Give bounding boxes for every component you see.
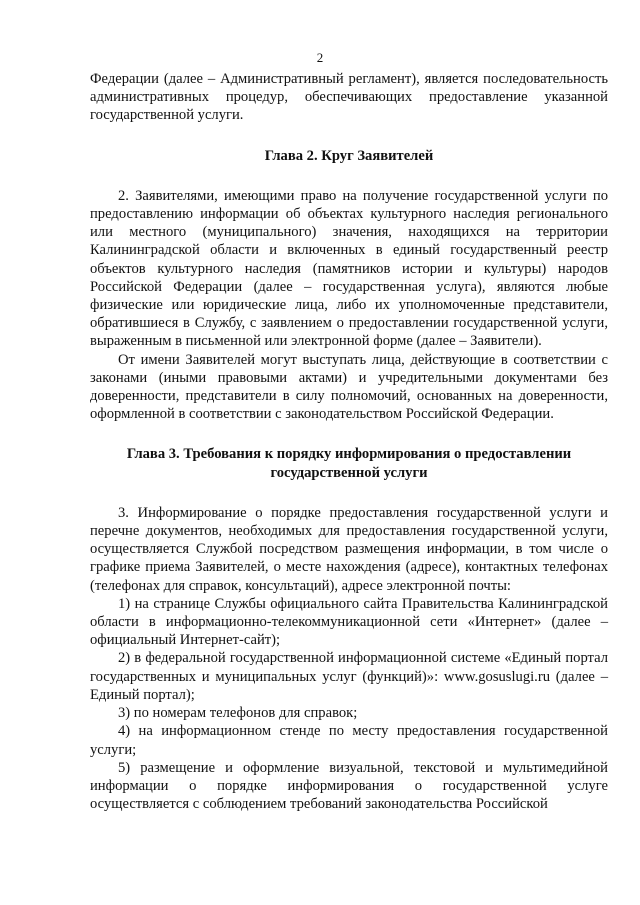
list-item-5: 5) размещение и оформление визуальной, текстовой и мультимедийной информации о порядке информирования о государственной услуге осуществляется с соблюдением требований законодательства Российской <box>90 759 608 813</box>
chapter-2-paragraph-1: 2. Заявителями, имеющими право на получение государственной услуги по предоставлению информации об объектах культурного наследия регионального или местного (муниципального) значения, находящихся на территории Калининградской области и включенных в единый государственный реестр объектов культурного наследия (памятников истории и культуры) народов Российской Федерации (далее – государственная услуга), являются любые физические или юридические лица, либо их уполномоченные представители, обратившиеся в Службу, с заявлением о предоставлении государственной услуги, выраженным в письменной или электронной форме (далее – Заявители). <box>90 187 608 350</box>
chapter-3-title-line-1: Глава 3. Требования к порядку информирования о предоставлении <box>126 446 572 463</box>
chapter-3-paragraph-1: 3. Информирование о порядке предоставления государственной услуги и перечне документов, необходимых для предоставления государственной услуги, осуществляется Службой посредством размещения информации, в том числе о графике приема Заявителей, о месте нахождения (адресе), контактных телефонах (телефонах для справок, консультаций), адресе электронной почты: <box>90 504 608 594</box>
list-item-3: 3) по номерам телефонов для справок; <box>118 705 358 722</box>
chapter-3-title-line-2: государственной услуги <box>270 464 428 481</box>
chapter-2-paragraph-2: От имени Заявителей могут выступать лица, действующие в соответствии с законами (иными правовыми актами) и учредительными документами без доверенности, представители в силу полномочий, основанных на доверенности, оформленной в соответствии с законодательством Российской Федерации. <box>90 351 608 423</box>
chapter-2-title: Глава 2. Круг Заявителей <box>264 147 434 164</box>
list-item-1: 1) на странице Службы официального сайта Правительства Калининградской области в информационно-телекоммуникационной сети «Интернет» (далее – официальный Интернет-сайт); <box>90 595 608 649</box>
intro-paragraph: Федерации (далее – Административный регламент), является последовательность административных процедур, обеспечивающих предоставление указанной государственной услуги. <box>90 71 608 124</box>
document-body <box>90 70 608 813</box>
list-item-4: 4) на информационном стенде по месту предоставления государственной услуги; <box>90 723 608 758</box>
page-number: 2 <box>316 50 324 65</box>
list-item-2: 2) в федеральной государственной информационной системе «Единый портал государственных и муниципальных услуг (функций)»: www.gosuslugi.ru (далее – Единый портал); <box>90 650 608 703</box>
